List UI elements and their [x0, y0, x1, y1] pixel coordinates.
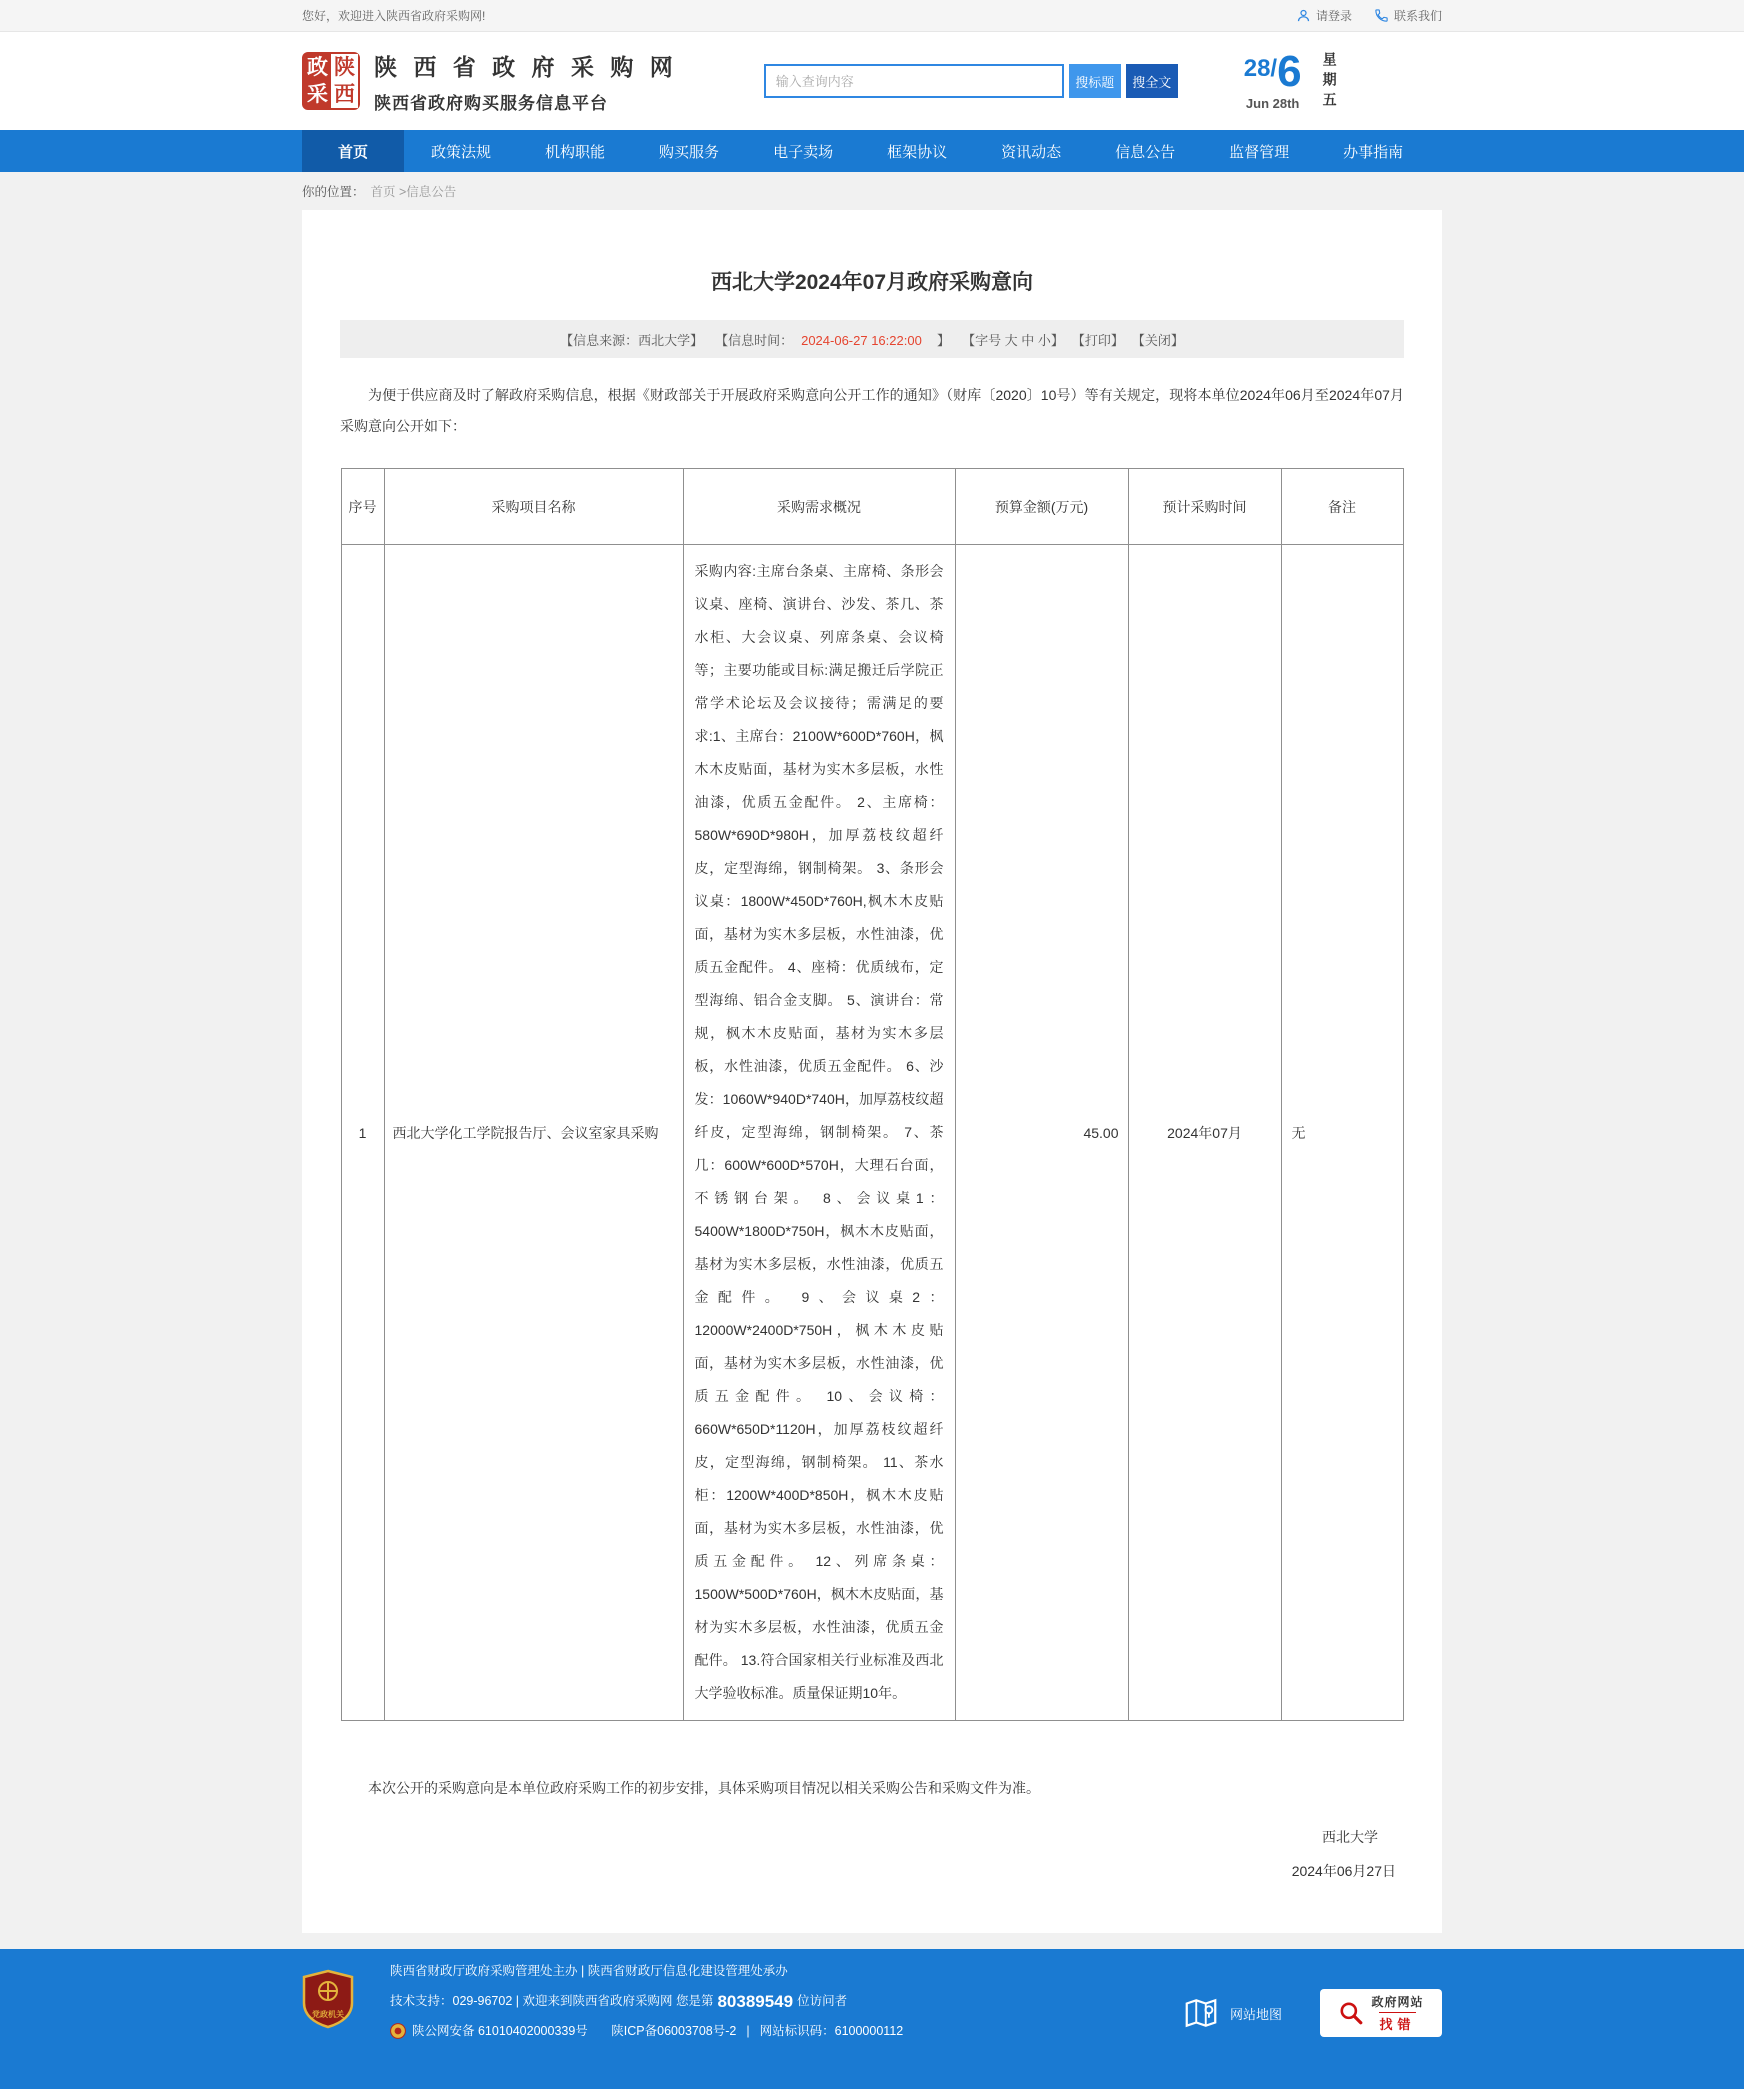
- article-meta-bar: [340, 320, 1404, 358]
- col-header-note: 备注: [1281, 469, 1403, 545]
- meta-time-value: 2024-06-27 16:22:00: [801, 332, 922, 348]
- user-icon: [1296, 8, 1311, 23]
- logo-left-column: [304, 54, 331, 108]
- weekday-label: 星期五: [1321, 52, 1338, 112]
- login-label: 请登录: [1315, 9, 1352, 23]
- content-background: [0, 172, 1744, 1949]
- date-english: Jun 28th: [1245, 96, 1300, 111]
- site-id-code: 网站标识码：6100000112: [759, 2024, 904, 2038]
- site-header: [0, 32, 1744, 130]
- cell-project-name: 西北大学化工学院报告厅、会议室家具采购: [384, 545, 683, 1721]
- close-button[interactable]: 【关闭】: [1131, 332, 1184, 348]
- public-security-filing[interactable]: 陕公网安备 61010402000339号: [412, 2024, 588, 2038]
- cell-planned-time: 2024年07月: [1128, 545, 1281, 1721]
- nav-item-home[interactable]: 首页: [302, 130, 404, 172]
- logo-char: 陕: [334, 56, 355, 79]
- footer-beian-line: 陕公网安备 61010402000339号 陕ICP备06003708号-2 | 网站标识码：6100000112: [390, 2023, 903, 2040]
- nav-item-policies[interactable]: 政策法规: [431, 143, 492, 161]
- site-subtitle: 陕西省政府购买服务信息平台: [374, 93, 608, 113]
- nav-item-guide[interactable]: 办事指南: [1343, 143, 1404, 161]
- visitor-count: 80389549: [717, 1992, 794, 2011]
- error-box-action: 找错: [1379, 2012, 1415, 2033]
- svg-text:党政机关: 党政机关: [312, 2010, 344, 2019]
- meta-source: 【信息来源：西北大学】: [560, 332, 704, 348]
- police-badge-icon: [390, 2023, 406, 2040]
- article-title: 西北大学2024年07月政府采购意向: [710, 271, 1034, 294]
- contact-link[interactable]: [1374, 7, 1442, 24]
- search-title-button[interactable]: 搜标题: [1069, 64, 1121, 98]
- col-header-project-name: 采购项目名称: [384, 469, 683, 545]
- cell-note: 无: [1281, 545, 1403, 1721]
- site-logo[interactable]: [302, 52, 360, 110]
- top-bar: [0, 0, 1744, 32]
- article-card: [302, 210, 1442, 1933]
- search-input[interactable]: [764, 64, 1064, 98]
- contact-label: 联系我们: [1393, 9, 1442, 23]
- table-header-row: [341, 469, 1403, 545]
- sitemap-link[interactable]: [1182, 1994, 1282, 2032]
- nav-item-supervision[interactable]: 监督管理: [1229, 143, 1290, 161]
- main-nav: [0, 130, 1744, 172]
- search-fulltext-button[interactable]: 搜全文: [1126, 64, 1178, 98]
- procurement-table: [341, 468, 1404, 1721]
- cell-no: 1: [341, 545, 384, 1721]
- closing-paragraph: 本次公开的采购意向是本单位政府采购工作的初步安排，具体采购项目情况以相关采购公告和采购文件为准。: [368, 1780, 1040, 1796]
- logo-char: 采: [307, 83, 328, 106]
- party-gov-badge-icon[interactable]: [302, 1969, 354, 2034]
- icp-filing: 陕ICP备06003708号-2: [611, 2024, 737, 2038]
- phone-icon: [1374, 8, 1389, 23]
- breadcrumb-path[interactable]: 首页 >信息公告: [370, 185, 457, 199]
- map-icon: [1182, 1994, 1220, 2032]
- logo-right-column: [331, 54, 358, 108]
- footer-organizer-line: 陕西省财政厅政府采购管理处主办 | 陕西省财政厅信息化建设管理处承办: [390, 1964, 788, 1978]
- font-size-control[interactable]: 【字号 大 中 小】: [962, 332, 1064, 348]
- logo-char: 西: [334, 83, 355, 106]
- breadcrumb: [302, 172, 1442, 210]
- site-title: 陕 西 省 政 府 采 购 网: [374, 53, 678, 80]
- signature-org: 西北大学: [1322, 1829, 1378, 1845]
- logo-char: 政: [307, 56, 328, 79]
- nav-item-news[interactable]: 资讯动态: [1001, 143, 1062, 161]
- col-header-budget: 预算金额(万元): [955, 469, 1128, 545]
- search-area: [764, 64, 1178, 98]
- col-header-planned-time: 预计采购时间: [1128, 469, 1281, 545]
- welcome-text: 您好，欢迎进入陕西省政府采购网!: [302, 9, 486, 23]
- col-header-demand-overview: 采购需求概况: [683, 469, 955, 545]
- footer-support-line: 技术支持：029-96702 | 欢迎来到陕西省政府采购网 您是第 80389549 位访问者: [390, 1992, 848, 2011]
- magnifier-icon: [1338, 2000, 1364, 2026]
- meta-time-label: 【信息时间： 2024-06-27 16:22:00 】: [715, 332, 951, 348]
- date-numbers: 28/6: [1243, 47, 1302, 96]
- error-report-widget[interactable]: [1320, 1989, 1442, 2037]
- date-block: [1243, 47, 1340, 112]
- nav-item-purchase-service[interactable]: 购买服务: [659, 143, 720, 161]
- nav-item-functions[interactable]: 机构职能: [545, 143, 606, 161]
- login-link[interactable]: [1296, 7, 1352, 24]
- col-header-no: 序号: [341, 469, 384, 545]
- site-footer: [0, 1949, 1744, 2089]
- intro-paragraph: 为便于供应商及时了解政府采购信息，根据《财政部关于开展政府采购意向公开工作的通知》（财库〔2020〕10号）等有关规定，现将本单位2024年06月至2024年07月采购意向公开如下：: [340, 387, 1404, 434]
- print-button[interactable]: 【打印】: [1071, 332, 1124, 348]
- table-row: [341, 545, 1403, 1721]
- cell-budget: 45.00: [955, 545, 1128, 1721]
- breadcrumb-prefix: 你的位置：: [302, 185, 365, 199]
- nav-item-emall[interactable]: 电子卖场: [773, 143, 834, 161]
- signature-date: 2024年06月27日: [1291, 1863, 1396, 1879]
- error-box-title: 政府网站: [1371, 1995, 1424, 2009]
- nav-item-framework[interactable]: 框架协议: [887, 143, 948, 161]
- cell-demand-overview: 采购内容:主席台条桌、主席椅、条形会议桌、座椅、演讲台、沙发、茶几、茶水柜、大会议桌、列席条桌、会议椅等；主要功能或目标:满足搬迁后学院正常学术论坛及会议接待；需满足的要求:1、主席台：2100W*600D*760H，枫木木皮贴面，基材为实木多层板，水性油漆，优质五金配件。 2、主席椅：580W*690D*980H，加厚荔枝纹超纤皮，定型海绵，钢制椅架。 3、条形会议桌：1800W*450D*760H,枫木木皮贴面，基材为实木多层板，水性油漆，优质五金配件。 4、座椅：优质绒布，定型海绵、铝合金支脚。 5、演讲台：常规，枫木木皮贴面，基材为实木多层板，水性油漆，优质五金配件。 6、沙发：1060W*940D*740H，加厚荔枝纹超纤皮，定型海绵，钢制椅架。 7、茶几：600W*600D*570H，大理石台面，不锈钢台架。 8、会议桌1：5400W*1800D*750H，枫木木皮贴面，基材为实木多层板，水性油漆，优质五金配件。 9、会议桌2：12000W*2400D*750H，枫木木皮贴面，基材为实木多层板，水性油漆，优质五金配件。 10、会议椅：660W*650D*1120H，加厚荔枝纹超纤皮，定型海绵，钢制椅架。 11、茶水柜：1200W*400D*850H，枫木木皮贴面，基材为实木多层板，水性油漆，优质五金配件。 12、列席条桌：1500W*500D*760H，枫木木皮贴面，基材为实木多层板，水性油漆，优质五金配件。 13.符合国家相关行业标准及西北大学验收标准。质量保证期10年。: [683, 545, 955, 1721]
- nav-item-announcements[interactable]: 信息公告: [1115, 143, 1176, 161]
- sitemap-label: 网站地图: [1229, 2006, 1282, 2022]
